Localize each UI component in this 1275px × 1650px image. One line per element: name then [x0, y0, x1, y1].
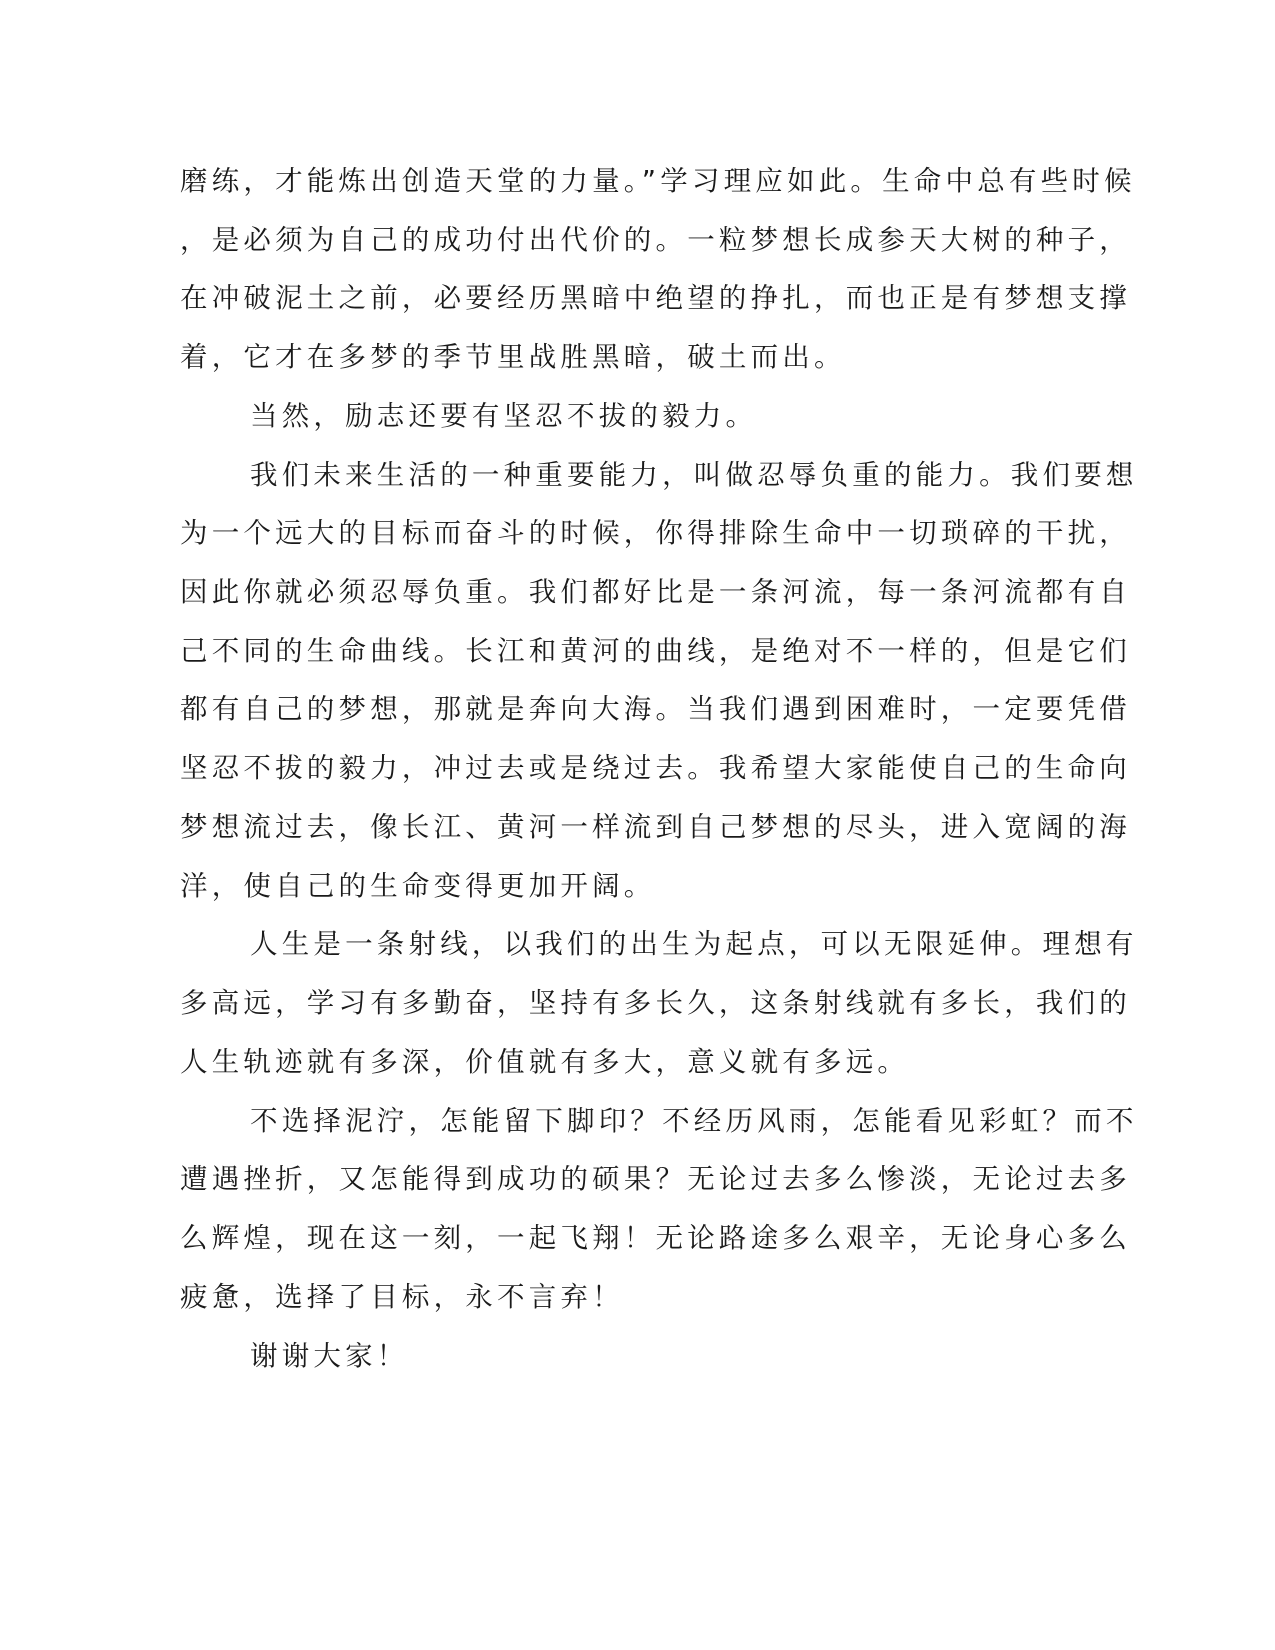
text-line: 因此你就必须忍辱负重。我们都好比是一条河流，每一条河流都有自: [180, 576, 1131, 608]
text-line: 着，它才在多梦的季节里战胜黑暗，破土而出。: [180, 341, 846, 373]
text-line: 梦想流过去，像长江、黄河一样流到自己梦想的尽头，进入宽阔的海: [180, 811, 1131, 843]
text-line: 遭遇挫折，又怎能得到成功的硕果？无论过去多么惨淡，无论过去多: [180, 1163, 1131, 1195]
text-line: 不选择泥泞，怎能留下脚印？不经历风雨，怎能看见彩虹？而不: [250, 1105, 1138, 1137]
text-line: 为一个远大的目标而奋斗的时候，你得排除生命中一切琐碎的干扰，: [180, 517, 1131, 549]
text-line: 都有自己的梦想，那就是奔向大海。当我们遇到困难时，一定要凭借: [180, 693, 1131, 725]
text-line: 坚忍不拔的毅力，冲过去或是绕过去。我希望大家能使自己的生命向: [180, 752, 1131, 784]
text-line: 么辉煌，现在这一刻，一起飞翔！无论路途多么艰辛，无论身心多么: [180, 1222, 1131, 1254]
text-line: 在冲破泥土之前，必要经历黑暗中绝望的挣扎，而也正是有梦想支撑: [180, 282, 1131, 314]
text-line: 当然，励志还要有坚忍不拔的毅力。: [250, 400, 758, 432]
text-line: 人生是一条射线，以我们的出生为起点，可以无限延伸。理想有: [250, 928, 1138, 960]
text-line: 磨练，才能炼出创造天堂的力量。”学习理应如此。生命中总有些时候: [180, 165, 1136, 197]
text-line: 洋，使自己的生命变得更加开阔。: [180, 870, 656, 902]
text-line: 人生轨迹就有多深，价值就有多大，意义就有多远。: [180, 1046, 910, 1078]
text-line: 我们未来生活的一种重要能力，叫做忍辱负重的能力。我们要想: [250, 459, 1138, 491]
text-line: 疲惫，选择了目标，永不言弃！: [180, 1281, 624, 1313]
text-line: ，是必须为自己的成功付出代价的。一粒梦想长成参天大树的种子，: [180, 224, 1131, 256]
text-line: 谢谢大家！: [250, 1340, 409, 1372]
text-line: 己不同的生命曲线。长江和黄河的曲线，是绝对不一样的，但是它们: [180, 635, 1131, 667]
text-line: 多高远，学习有多勤奋，坚持有多长久，这条射线就有多长，我们的: [180, 987, 1131, 1019]
